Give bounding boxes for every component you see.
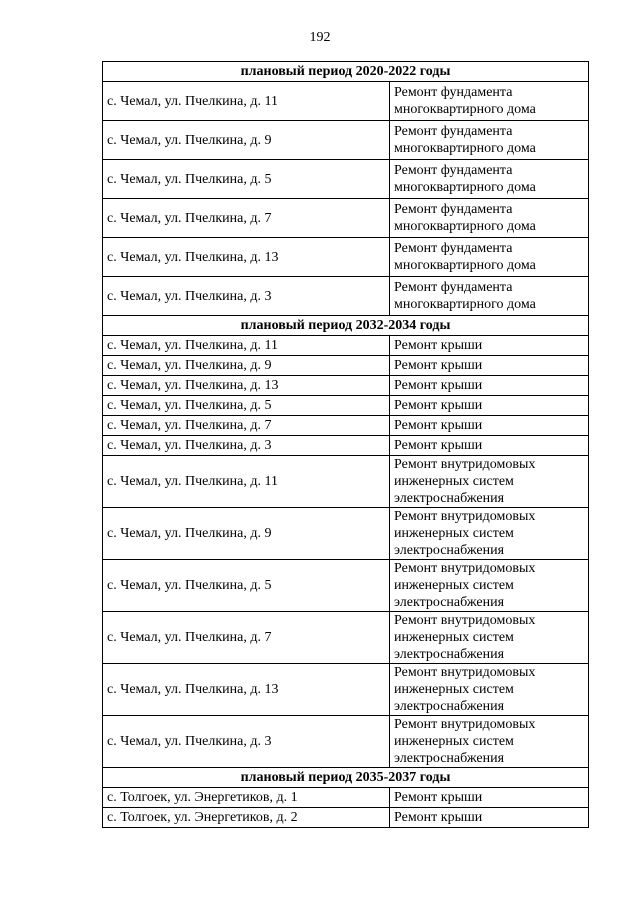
work-type-cell (390, 82, 589, 121)
work-type-cell (390, 716, 589, 768)
table-row (103, 277, 589, 316)
work-type-cell (390, 238, 589, 277)
work-type-line: Ремонт внутридомовых (394, 665, 536, 680)
work-type-line: Ремонт фундамента (394, 85, 513, 100)
section-header-row (103, 62, 589, 82)
table-body (103, 62, 589, 828)
work-type-cell (390, 664, 589, 716)
work-type-cell (390, 456, 589, 508)
work-type-line: Ремонт крыши (394, 338, 483, 353)
work-type-line: инженерных систем (394, 578, 514, 593)
work-type-line: многоквартирного дома (394, 102, 536, 117)
table-row (103, 508, 589, 560)
work-type-line: Ремонт крыши (394, 790, 483, 805)
work-type-line: Ремонт фундамента (394, 202, 513, 217)
address-cell: с. Чемал, ул. Пчелкина, д. 5 (103, 396, 390, 416)
work-type-cell (390, 356, 589, 376)
work-type-line: Ремонт фундамента (394, 163, 513, 178)
table-row (103, 788, 589, 808)
work-type-line: Ремонт крыши (394, 438, 483, 453)
table-row (103, 716, 589, 768)
address-cell: с. Чемал, ул. Пчелкина, д. 11 (103, 82, 390, 121)
address-cell: с. Чемал, ул. Пчелкина, д. 5 (103, 160, 390, 199)
address-cell: с. Чемал, ул. Пчелкина, д. 3 (103, 277, 390, 316)
table-row (103, 396, 589, 416)
work-type-line: Ремонт крыши (394, 810, 483, 825)
table-row (103, 436, 589, 456)
address-cell: с. Чемал, ул. Пчелкина, д. 11 (103, 456, 390, 508)
work-type-line: Ремонт фундамента (394, 280, 513, 295)
work-type-cell (390, 121, 589, 160)
address-cell: с. Чемал, ул. Пчелкина, д. 3 (103, 716, 390, 768)
work-type-line: многоквартирного дома (394, 180, 536, 195)
work-type-line: электроснабжения (394, 491, 505, 506)
work-type-line: многоквартирного дома (394, 297, 536, 312)
table-row (103, 160, 589, 199)
work-type-line: Ремонт фундамента (394, 124, 513, 139)
address-cell: с. Чемал, ул. Пчелкина, д. 3 (103, 436, 390, 456)
work-type-cell (390, 612, 589, 664)
table-row (103, 612, 589, 664)
address-cell: с. Чемал, ул. Пчелкина, д. 11 (103, 336, 390, 356)
address-cell: с. Чемал, ул. Пчелкина, д. 9 (103, 508, 390, 560)
repair-plan-table (102, 61, 589, 828)
work-type-cell (390, 160, 589, 199)
table-row (103, 121, 589, 160)
work-type-line: электроснабжения (394, 751, 505, 766)
work-type-line: электроснабжения (394, 595, 505, 610)
work-type-cell (390, 508, 589, 560)
section-header-row (103, 768, 589, 788)
work-type-line: Ремонт внутридомовых (394, 457, 536, 472)
work-type-cell (390, 436, 589, 456)
table-row (103, 416, 589, 436)
address-cell: с. Чемал, ул. Пчелкина, д. 7 (103, 416, 390, 436)
table-row (103, 456, 589, 508)
work-type-line: многоквартирного дома (394, 219, 536, 234)
work-type-line: инженерных систем (394, 630, 514, 645)
work-type-cell (390, 416, 589, 436)
address-cell: с. Толгоек, ул. Энергетиков, д. 2 (103, 808, 390, 828)
work-type-line: Ремонт крыши (394, 398, 483, 413)
work-type-cell (390, 808, 589, 828)
address-cell: с. Чемал, ул. Пчелкина, д. 5 (103, 560, 390, 612)
work-type-line: инженерных систем (394, 734, 514, 749)
work-type-cell (390, 788, 589, 808)
work-type-cell (390, 336, 589, 356)
section-title: плановый период 2020-2022 годы (103, 62, 589, 82)
section-title: плановый период 2032-2034 годы (103, 316, 589, 336)
work-type-line: Ремонт крыши (394, 358, 483, 373)
work-type-line: инженерных систем (394, 474, 514, 489)
work-type-cell (390, 396, 589, 416)
work-type-line: инженерных систем (394, 682, 514, 697)
address-cell: с. Чемал, ул. Пчелкина, д. 7 (103, 199, 390, 238)
page-number: 192 (309, 30, 331, 45)
work-type-line: многоквартирного дома (394, 258, 536, 273)
table-row (103, 560, 589, 612)
table-row (103, 356, 589, 376)
work-type-line: электроснабжения (394, 543, 505, 558)
work-type-line: Ремонт внутридомовых (394, 509, 536, 524)
address-cell: с. Чемал, ул. Пчелкина, д. 7 (103, 612, 390, 664)
work-type-line: Ремонт внутридомовых (394, 613, 536, 628)
table-row (103, 82, 589, 121)
work-type-line: Ремонт крыши (394, 378, 483, 393)
work-type-line: электроснабжения (394, 699, 505, 714)
table-row (103, 808, 589, 828)
table-row (103, 664, 589, 716)
work-type-cell (390, 277, 589, 316)
address-cell: с. Чемал, ул. Пчелкина, д. 9 (103, 356, 390, 376)
section-header-row (103, 316, 589, 336)
table-row (103, 376, 589, 396)
address-cell: с. Чемал, ул. Пчелкина, д. 13 (103, 664, 390, 716)
work-type-line: многоквартирного дома (394, 141, 536, 156)
work-type-cell (390, 199, 589, 238)
address-cell: с. Чемал, ул. Пчелкина, д. 13 (103, 238, 390, 277)
work-type-line: электроснабжения (394, 647, 505, 662)
address-cell: с. Чемал, ул. Пчелкина, д. 13 (103, 376, 390, 396)
address-cell: с. Толгоек, ул. Энергетиков, д. 1 (103, 788, 390, 808)
table-row (103, 238, 589, 277)
work-type-line: Ремонт фундамента (394, 241, 513, 256)
work-type-cell (390, 560, 589, 612)
work-type-line: Ремонт крыши (394, 418, 483, 433)
section-title: плановый период 2035-2037 годы (103, 768, 589, 788)
table-row (103, 336, 589, 356)
work-type-line: Ремонт внутридомовых (394, 561, 536, 576)
work-type-line: инженерных систем (394, 526, 514, 541)
table-row (103, 199, 589, 238)
address-cell: с. Чемал, ул. Пчелкина, д. 9 (103, 121, 390, 160)
work-type-cell (390, 376, 589, 396)
work-type-line: Ремонт внутридомовых (394, 717, 536, 732)
